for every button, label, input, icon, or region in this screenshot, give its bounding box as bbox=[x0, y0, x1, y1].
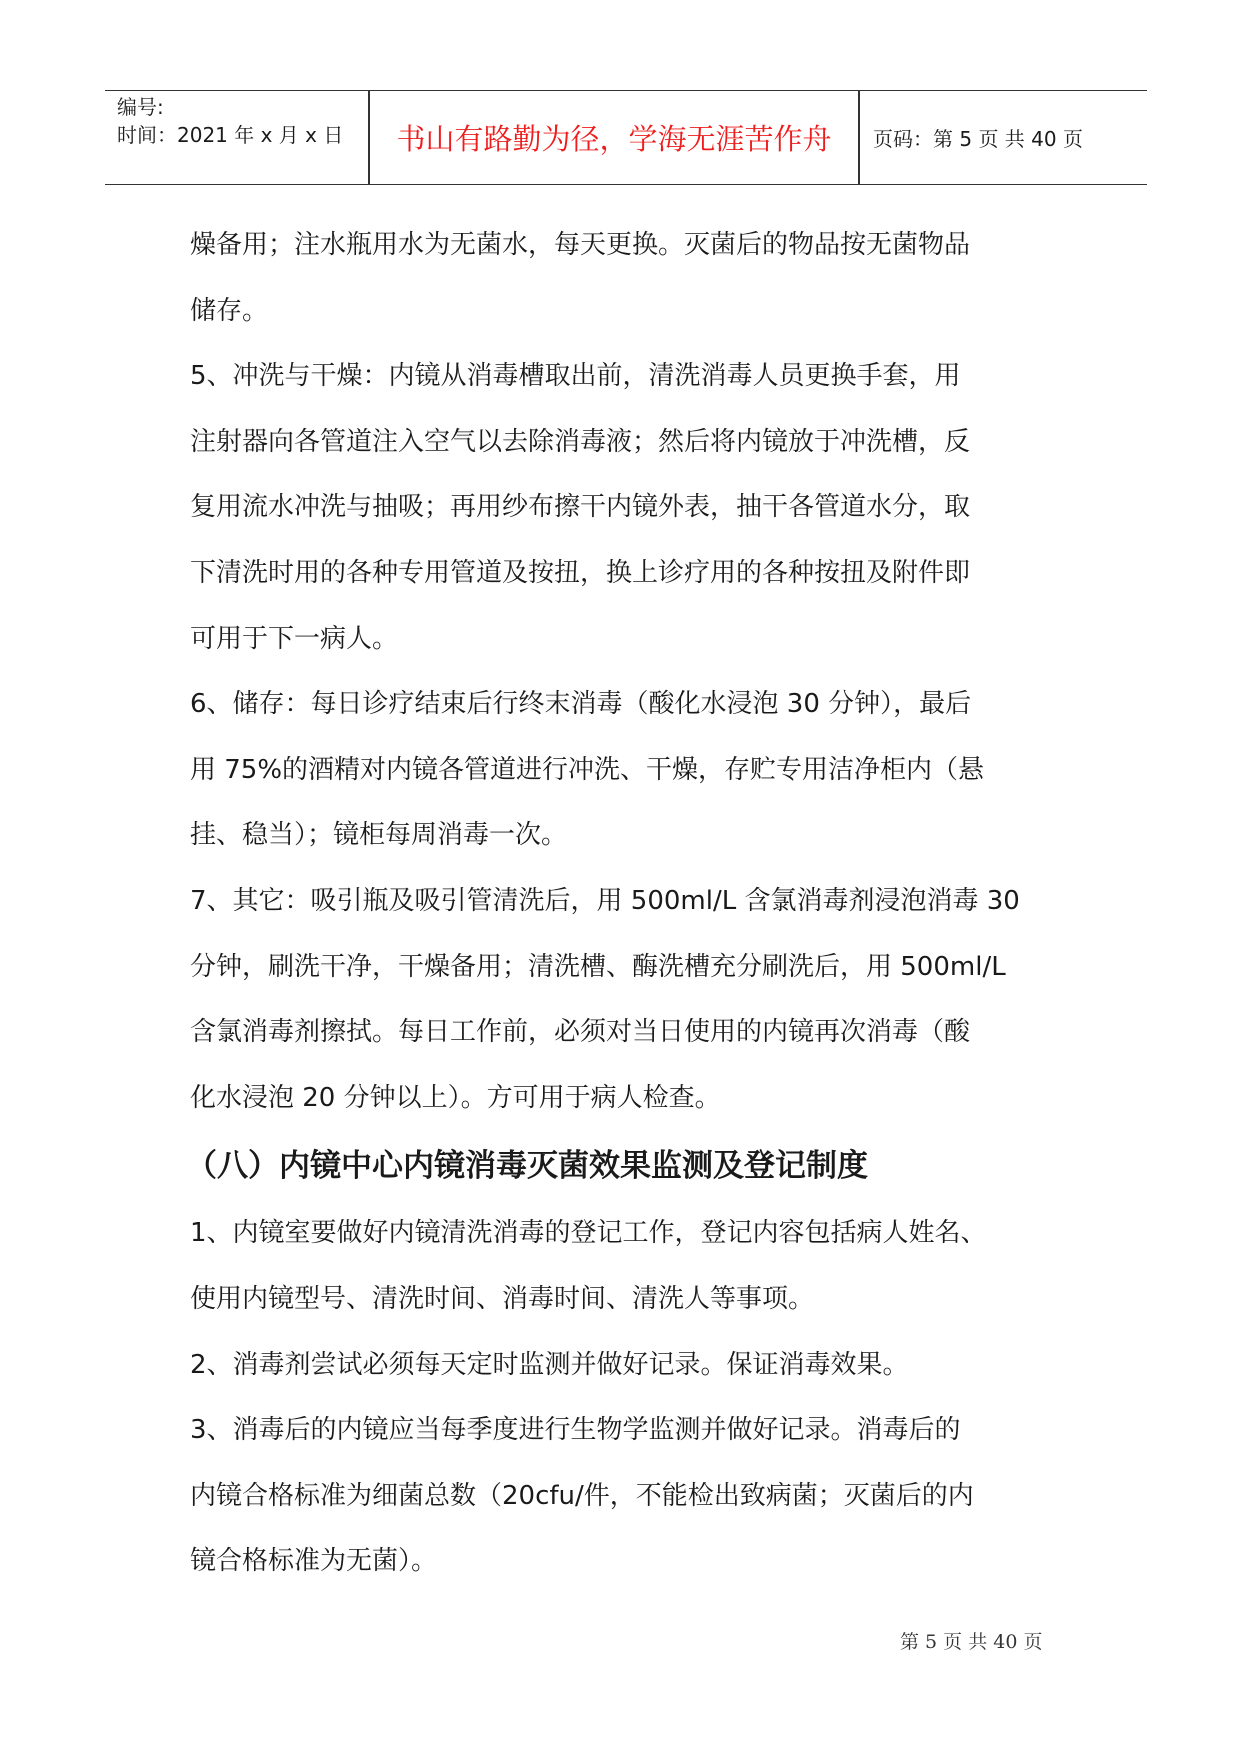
text-line: 燥备用；注水瓶用水为无菌水，每天更换。灭菌后的物品按无菌物品 bbox=[190, 230, 971, 260]
text-line: 复用流水冲洗与抽吸；再用纱布擦干内镜外表，抽干各管道水分，取 bbox=[190, 492, 971, 523]
text-line: 7、其它：吸引瓶及吸引管清洗后，用 500ml/L 含氯消毒剂浸泡消毒 30 bbox=[190, 885, 1020, 916]
text-line: 可用于下一病人。 bbox=[190, 623, 399, 654]
document-body bbox=[186, 213, 1070, 1595]
document-number-label: 编号: bbox=[117, 95, 164, 119]
section-heading: （八）内镜中心内镜消毒灭菌效果监测及登记制度 bbox=[186, 1148, 868, 1185]
text-line: 下清洗时用的各种专用管道及按扭，换上诊疗用的各种按扭及附件即 bbox=[190, 557, 971, 588]
document-time-label: 时间：2021 年 x 月 x 日 bbox=[117, 123, 344, 147]
header-meta bbox=[117, 93, 343, 149]
text-line: 镜合格标准为无菌）。 bbox=[190, 1546, 438, 1577]
text-line: 化水浸泡 20 分钟以上）。方可用于病人检查。 bbox=[190, 1082, 721, 1113]
text-line: 分钟，刷洗干净，干燥备用；清洗槽、酶洗槽充分刷洗后，用 500ml/L bbox=[190, 951, 1006, 982]
header-divider bbox=[858, 91, 860, 184]
text-line: 3、消毒后的内镜应当每季度进行生物学监测并做好记录。消毒后的 bbox=[190, 1415, 961, 1446]
text-line: 用 75%的酒精对内镜各管道进行冲洗、干燥，存贮专用洁净柜内（悬 bbox=[190, 754, 985, 785]
page-header bbox=[105, 90, 1147, 185]
text-line: 5、冲洗与干燥：内镜从消毒槽取出前，清洗消毒人员更换手套，用 bbox=[190, 361, 961, 392]
text-line: 1、内镜室要做好内镜清洗消毒的登记工作，登记内容包括病人姓名、 bbox=[190, 1218, 987, 1249]
text-line: 内镜合格标准为细菌总数（20cfu/件，不能检出致病菌；灭菌后的内 bbox=[190, 1480, 974, 1511]
page-footer: 第 5 页 共 40 页 bbox=[900, 1631, 1043, 1653]
header-motto: 书山有路勤为径，学海无涯苦作舟 bbox=[396, 122, 832, 156]
header-page-info: 页码：第 5 页 共 40 页 bbox=[873, 127, 1083, 151]
text-line: 2、消毒剂尝试必须每天定时监测并做好记录。保证消毒效果。 bbox=[190, 1349, 909, 1380]
text-line: 含氯消毒剂擦拭。每日工作前，必须对当日使用的内镜再次消毒（酸 bbox=[190, 1017, 971, 1048]
text-line: 注射器向各管道注入空气以去除消毒液；然后将内镜放于冲洗槽，反 bbox=[190, 426, 971, 457]
text-line: 使用内镜型号、清洗时间、消毒时间、清洗人等事项。 bbox=[190, 1283, 815, 1314]
text-line: 挂、稳当）；镜柜每周消毒一次。 bbox=[190, 820, 568, 851]
text-line: 储存。 bbox=[190, 295, 269, 326]
text-line: 6、储存：每日诊疗结束后行终末消毒（酸化水浸泡 30 分钟），最后 bbox=[190, 689, 972, 720]
